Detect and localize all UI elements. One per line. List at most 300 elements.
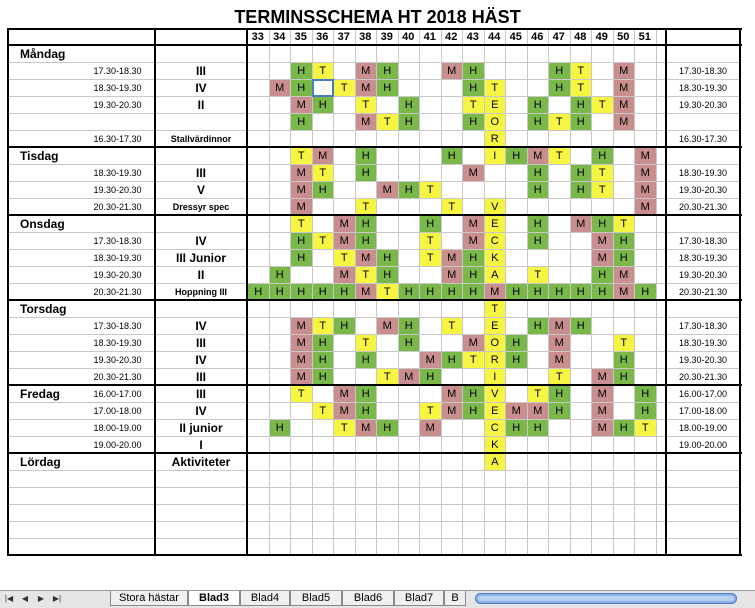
schedule-cell[interactable]: H [291, 63, 312, 79]
schedule-cell[interactable]: T [635, 420, 656, 436]
schedule-cell[interactable]: H [377, 63, 398, 79]
schedule-cell[interactable]: H [356, 386, 377, 402]
group-label: II junior [179, 421, 223, 435]
schedule-cell[interactable]: T [313, 233, 334, 249]
schedule-cell[interactable]: T [420, 233, 441, 249]
group-label: IV [195, 353, 207, 367]
schedule-cell[interactable]: M [463, 216, 484, 232]
schedule-cell[interactable]: H [420, 216, 441, 232]
week-header: 43 [466, 31, 479, 43]
schedule-cell[interactable]: H [420, 284, 441, 300]
week-header: 46 [531, 31, 544, 43]
time-label: 19.30-20.30 [93, 185, 142, 195]
schedule-cell[interactable]: H [270, 420, 291, 436]
group-label: II [197, 98, 205, 112]
schedule-cell[interactable]: M [270, 80, 291, 96]
schedule-cell[interactable]: M [291, 199, 312, 215]
schedule-cell[interactable]: H [571, 182, 592, 198]
schedule-cell[interactable]: H [592, 216, 613, 232]
schedule-cell[interactable]: H [528, 114, 549, 130]
schedule-cell[interactable]: H [463, 284, 484, 300]
schedule-cell[interactable]: H [463, 386, 484, 402]
schedule-cell[interactable]: R [485, 131, 506, 147]
time-label-right: 16.00-17.00 [678, 389, 728, 399]
schedule-cell[interactable]: T [528, 386, 549, 402]
schedule-cell[interactable]: T [313, 318, 334, 334]
schedule-cell[interactable]: K [485, 250, 506, 266]
week-header: 50 [617, 31, 630, 43]
schedule-cell[interactable]: T [442, 318, 463, 334]
schedule-cell[interactable]: M [614, 63, 635, 79]
col-gridline [269, 28, 270, 555]
schedule-cell[interactable]: M [291, 369, 312, 385]
schedule-cell[interactable]: H [506, 148, 527, 164]
col-gridline [656, 28, 657, 555]
schedule-cell[interactable]: H [614, 420, 635, 436]
week-header: 49 [595, 31, 608, 43]
schedule-cell[interactable]: T [313, 165, 334, 181]
schedule-cell[interactable]: M [356, 420, 377, 436]
week-header: 41 [423, 31, 436, 43]
schedule-cell[interactable]: M [291, 97, 312, 113]
week-header: 47 [552, 31, 565, 43]
day-label: Torsdag [20, 302, 67, 316]
schedule-cell[interactable]: I [485, 369, 506, 385]
group-label: II [197, 268, 205, 282]
schedule-cell[interactable]: M [614, 114, 635, 130]
schedule-cell[interactable]: M [592, 386, 613, 402]
schedule-cell[interactable]: M [442, 63, 463, 79]
schedule-cell[interactable]: M [356, 63, 377, 79]
schedule-cell[interactable]: M [463, 335, 484, 351]
schedule-cell[interactable]: M [334, 216, 355, 232]
row-gridline [8, 521, 740, 522]
schedule-cell[interactable]: M [356, 114, 377, 130]
sheet-tab-blad3[interactable]: Blad3 [188, 591, 240, 606]
schedule-cell[interactable]: T [442, 199, 463, 215]
schedule-cell[interactable]: H [549, 403, 570, 419]
schedule-cell[interactable]: H [463, 63, 484, 79]
schedule-cell[interactable]: H [635, 386, 656, 402]
schedule-cell[interactable]: T [420, 250, 441, 266]
schedule-cell[interactable]: T [485, 80, 506, 96]
next-sheet-icon[interactable]: ▶ [37, 594, 45, 603]
time-label: 18.30-19.30 [93, 168, 142, 178]
schedule-cell[interactable]: T [313, 63, 334, 79]
sheet-tab-stora-hastar[interactable]: Stora hästar [110, 591, 188, 606]
schedule-cell[interactable]: T [356, 97, 377, 113]
schedule-cell[interactable]: T [592, 165, 613, 181]
col-gridline [570, 28, 571, 555]
schedule-cell[interactable]: H [463, 250, 484, 266]
col-gridline [548, 28, 549, 555]
week-header: 45 [509, 31, 522, 43]
schedule-cell[interactable]: H [571, 165, 592, 181]
schedule-cell[interactable]: H [313, 182, 334, 198]
schedule-cell[interactable]: C [485, 420, 506, 436]
schedule-cell[interactable]: H [356, 403, 377, 419]
schedule-cell[interactable]: H [356, 352, 377, 368]
time-label: 19.30-20.30 [93, 100, 142, 110]
schedule-cell[interactable]: M [592, 369, 613, 385]
schedule-cell[interactable]: A [485, 454, 506, 470]
group-label: III [195, 370, 206, 384]
group-label: IV [195, 81, 207, 95]
schedule-cell[interactable]: M [377, 182, 398, 198]
time-label-right: 16.30-17.30 [678, 134, 728, 144]
schedule-cell[interactable]: T [334, 250, 355, 266]
time-label-right: 19.30-20.30 [678, 100, 728, 110]
schedule-cell[interactable]: M [442, 250, 463, 266]
scrollbar-thumb[interactable] [478, 596, 734, 601]
schedule-cell[interactable]: A [485, 267, 506, 283]
schedule-cell[interactable]: T [614, 335, 635, 351]
time-label: 17.30-18.30 [93, 66, 142, 76]
schedule-cell[interactable]: M [635, 148, 656, 164]
schedule-cell[interactable]: M [635, 199, 656, 215]
schedule-cell[interactable]: M [528, 148, 549, 164]
col-gridline [290, 28, 291, 555]
schedule-cell[interactable]: I [485, 148, 506, 164]
schedule-cell[interactable]: M [420, 420, 441, 436]
time-label: 18.30-19.30 [93, 83, 142, 93]
schedule-cell[interactable]: H [592, 284, 613, 300]
schedule-cell[interactable]: M [463, 165, 484, 181]
group-label: V [196, 183, 205, 197]
schedule-cell[interactable]: H [614, 233, 635, 249]
group-label: Stallvärdinnor [170, 134, 232, 144]
col-gridline [441, 28, 442, 555]
schedule-cell[interactable]: H [313, 284, 334, 300]
schedule-cell[interactable]: T [356, 199, 377, 215]
schedule-cell[interactable]: M [506, 403, 527, 419]
time-label: 19.30-20.30 [93, 270, 142, 280]
col-gridline [419, 28, 420, 555]
time-label-right: 18.30-19.30 [678, 338, 728, 348]
row-gridline [8, 504, 740, 505]
schedule-cell[interactable]: H [635, 284, 656, 300]
schedule-cell[interactable]: M [442, 403, 463, 419]
schedule-cell[interactable]: M [291, 182, 312, 198]
schedule-cell[interactable]: H [614, 250, 635, 266]
schedule-cell[interactable]: M [549, 352, 570, 368]
schedule-cell[interactable]: H [399, 97, 420, 113]
time-label-right: 20.30-21.30 [678, 372, 728, 382]
schedule-cell[interactable]: M [463, 233, 484, 249]
schedule-cell[interactable]: H [291, 284, 312, 300]
col-gridline [634, 28, 635, 555]
schedule-cell[interactable]: E [485, 403, 506, 419]
time-label: 16.30-17.30 [93, 134, 142, 144]
col-gridline [462, 28, 463, 555]
week-header: 33 [251, 31, 264, 43]
schedule-cell[interactable]: H [571, 318, 592, 334]
schedule-cell[interactable]: H [313, 335, 334, 351]
schedule-cell[interactable]: M [399, 369, 420, 385]
col-gridline [398, 28, 399, 555]
schedule-cell[interactable]: H [313, 352, 334, 368]
schedule-cell[interactable]: H [377, 420, 398, 436]
schedule-cell[interactable]: M [614, 80, 635, 96]
sheet-title: TERMINSSCHEMA HT 2018 HÄST [234, 7, 521, 27]
schedule-cell[interactable]: H [291, 250, 312, 266]
schedule-cell[interactable]: R [485, 352, 506, 368]
col-gridline [591, 28, 592, 555]
group-label: III Junior [175, 251, 226, 265]
schedule-cell[interactable]: T [463, 352, 484, 368]
schedule-cell[interactable]: H [571, 97, 592, 113]
schedule-cell[interactable]: M [291, 318, 312, 334]
time-label-right: 19.00-20.00 [678, 440, 728, 450]
col-gridline [505, 28, 506, 555]
schedule-cell[interactable]: H [463, 267, 484, 283]
schedule-cell[interactable]: H [291, 80, 312, 96]
schedule-cell[interactable]: M [614, 97, 635, 113]
schedule-cell[interactable]: H [356, 165, 377, 181]
schedule-cell[interactable]: M [291, 335, 312, 351]
schedule-cell[interactable]: H [356, 216, 377, 232]
day-label: Tisdag [20, 149, 59, 163]
schedule-cell[interactable]: H [463, 403, 484, 419]
schedule-cell[interactable]: H [334, 318, 355, 334]
schedule-cell[interactable]: T [291, 148, 312, 164]
schedule-cell[interactable]: T [291, 216, 312, 232]
schedule-cell[interactable]: H [356, 233, 377, 249]
schedule-cell[interactable]: M [291, 352, 312, 368]
week-header: 40 [402, 31, 415, 43]
schedule-cell[interactable]: T [485, 301, 506, 317]
schedule-cell[interactable]: M [592, 233, 613, 249]
schedule-cell[interactable]: H [528, 182, 549, 198]
schedule-cell[interactable]: M [377, 318, 398, 334]
schedule-cell[interactable]: K [485, 437, 506, 453]
schedule-cell[interactable]: T [291, 386, 312, 402]
schedule-cell[interactable]: C [485, 233, 506, 249]
schedule-cell[interactable]: M [635, 182, 656, 198]
schedule-cell[interactable]: H [377, 250, 398, 266]
schedule-cell[interactable]: M [614, 267, 635, 283]
schedule-cell[interactable]: H [528, 165, 549, 181]
schedule-cell[interactable]: M [592, 403, 613, 419]
schedule-cell[interactable]: H [420, 369, 441, 385]
schedule-cell[interactable]: H [635, 403, 656, 419]
schedule-cell[interactable]: H [592, 267, 613, 283]
row-gridline [8, 470, 740, 471]
time-label: 16.00-17.00 [93, 389, 142, 399]
week-header: 51 [638, 31, 651, 43]
schedule-cell[interactable]: T [356, 335, 377, 351]
schedule-cell[interactable]: T [571, 80, 592, 96]
schedule-cell[interactable]: V [485, 386, 506, 402]
schedule-cell[interactable]: T [463, 97, 484, 113]
schedule-cell[interactable]: M [356, 250, 377, 266]
schedule-cell[interactable]: M [592, 250, 613, 266]
schedule-cell[interactable]: M [485, 284, 506, 300]
schedule-cell[interactable]: E [485, 216, 506, 232]
schedule-cell[interactable]: T [420, 403, 441, 419]
schedule-cell[interactable]: H [592, 148, 613, 164]
schedule-cell[interactable]: H [528, 318, 549, 334]
time-label: 17.30-18.30 [93, 236, 142, 246]
schedule-cell[interactable]: M [356, 284, 377, 300]
schedule-cell[interactable]: H [399, 284, 420, 300]
schedule-cell[interactable]: T [549, 369, 570, 385]
schedule-cell[interactable]: T [334, 420, 355, 436]
schedule-cell[interactable]: M [571, 216, 592, 232]
schedule-cell[interactable]: H [528, 233, 549, 249]
schedule-cell[interactable]: T [377, 114, 398, 130]
schedule-cell[interactable]: M [291, 165, 312, 181]
column-border [7, 28, 9, 556]
week-header: 42 [445, 31, 458, 43]
schedule-cell[interactable]: M [592, 420, 613, 436]
time-label: 17.30-18.30 [93, 321, 142, 331]
group-label: IV [195, 404, 207, 418]
schedule-cell[interactable]: H [506, 420, 527, 436]
schedule-cell[interactable]: T [614, 216, 635, 232]
schedule-cell[interactable]: H [506, 284, 527, 300]
schedule-cell[interactable]: H [571, 284, 592, 300]
schedule-cell[interactable]: M [313, 148, 334, 164]
schedule-cell[interactable]: M [549, 318, 570, 334]
schedule-cell[interactable]: O [485, 114, 506, 130]
schedule-cell[interactable]: H [313, 369, 334, 385]
group-label: IV [195, 234, 207, 248]
schedule-cell[interactable]: T [356, 267, 377, 283]
schedule-cell[interactable]: H [463, 80, 484, 96]
time-label-right: 19.30-20.30 [678, 355, 728, 365]
schedule-cell[interactable]: H [528, 216, 549, 232]
sheet-tab-blad6[interactable]: Blad6 [342, 591, 394, 606]
schedule-cell[interactable]: H [528, 97, 549, 113]
schedule-cell[interactable]: H [549, 386, 570, 402]
schedule-cell[interactable]: H [442, 352, 463, 368]
schedule-cell[interactable]: H [614, 352, 635, 368]
schedule-cell[interactable]: M [614, 284, 635, 300]
selected-cell-outline[interactable] [312, 79, 335, 97]
group-label: Dressyr spec [172, 202, 230, 212]
schedule-cell[interactable]: T [377, 284, 398, 300]
time-label: 18.00-19.00 [93, 423, 142, 433]
day-label: Måndag [20, 47, 66, 61]
schedule-cell[interactable]: H [549, 63, 570, 79]
schedule-cell[interactable]: H [377, 267, 398, 283]
schedule-cell[interactable]: H [399, 335, 420, 351]
col-gridline [484, 28, 485, 555]
day-label: Onsdag [20, 217, 65, 231]
schedule-cell[interactable]: T [592, 97, 613, 113]
schedule-cell[interactable]: H [442, 148, 463, 164]
time-label-right: 18.30-19.30 [678, 83, 728, 93]
schedule-cell[interactable]: H [399, 182, 420, 198]
schedule-cell[interactable]: E [485, 97, 506, 113]
time-label-right: 19.30-20.30 [678, 185, 728, 195]
schedule-cell[interactable]: H [528, 284, 549, 300]
schedule-cell[interactable]: H [549, 80, 570, 96]
col-gridline [613, 28, 614, 555]
schedule-cell[interactable]: H [291, 114, 312, 130]
sheet-tab-blad7[interactable]: Blad7 [394, 591, 444, 606]
row-gridline [8, 487, 740, 488]
schedule-cell[interactable]: H [313, 97, 334, 113]
last-sheet-icon[interactable]: ▶| [52, 594, 62, 603]
schedule-cell[interactable]: H [356, 148, 377, 164]
schedule-cell[interactable]: H [506, 352, 527, 368]
schedule-cell[interactable]: M [420, 352, 441, 368]
time-label-right: 19.30-20.30 [678, 270, 728, 280]
time-label-right: 20.30-21.30 [678, 287, 728, 297]
week-header: 48 [574, 31, 587, 43]
schedule-cell[interactable]: H [399, 318, 420, 334]
schedule-cell[interactable]: M [549, 335, 570, 351]
schedule-cell[interactable]: O [485, 335, 506, 351]
schedule-cell[interactable]: T [313, 403, 334, 419]
schedule-cell[interactable]: T [571, 63, 592, 79]
table-bottom-border [8, 554, 742, 556]
schedule-cell[interactable]: H [270, 267, 291, 283]
time-label-right: 18.30-19.30 [678, 168, 728, 178]
col-gridline [376, 28, 377, 555]
schedule-cell[interactable]: T [528, 267, 549, 283]
schedule-cell[interactable]: H [248, 284, 269, 300]
first-sheet-icon[interactable]: |◀ [4, 594, 14, 603]
schedule-cell[interactable]: M [334, 403, 355, 419]
schedule-cell[interactable]: M [334, 267, 355, 283]
week-header: 36 [316, 31, 329, 43]
schedule-cell[interactable]: M [442, 386, 463, 402]
schedule-cell[interactable]: H [334, 284, 355, 300]
schedule-cell[interactable]: T [377, 369, 398, 385]
schedule-cell[interactable]: V [485, 199, 506, 215]
schedule-cell[interactable]: H [399, 114, 420, 130]
week-header: 35 [294, 31, 307, 43]
schedule-cell[interactable]: E [485, 318, 506, 334]
schedule-cell[interactable]: H [506, 335, 527, 351]
schedule-cell[interactable]: H [528, 420, 549, 436]
schedule-cell[interactable]: T [549, 114, 570, 130]
sheet-tab-blad4[interactable]: Blad4 [240, 591, 290, 606]
schedule-cell[interactable]: T [549, 148, 570, 164]
schedule-cell[interactable]: T [334, 80, 355, 96]
schedule-cell[interactable]: M [356, 80, 377, 96]
sheet-tab-b[interactable]: B [444, 591, 466, 606]
schedule-cell[interactable]: M [528, 403, 549, 419]
group-label: Aktiviteter [171, 455, 231, 469]
schedule-cell[interactable]: M [334, 233, 355, 249]
schedule-cell[interactable]: H [549, 284, 570, 300]
schedule-cell[interactable]: H [463, 114, 484, 130]
schedule-cell[interactable]: H [614, 369, 635, 385]
schedule-cell[interactable]: H [571, 114, 592, 130]
group-label: IV [195, 319, 207, 333]
schedule-cell[interactable]: T [420, 182, 441, 198]
time-label: 19.00-20.00 [93, 440, 142, 450]
prev-sheet-icon[interactable]: ◀ [21, 594, 29, 603]
schedule-cell[interactable]: H [442, 284, 463, 300]
sheet-tab-blad5[interactable]: Blad5 [290, 591, 342, 606]
sheet-tab-bar [0, 590, 755, 608]
schedule-cell[interactable]: H [270, 284, 291, 300]
week-header: 38 [359, 31, 372, 43]
time-label-right: 17.00-18.00 [678, 406, 728, 416]
schedule-cell[interactable]: H [377, 80, 398, 96]
schedule-cell[interactable]: M [442, 267, 463, 283]
schedule-cell[interactable]: M [334, 386, 355, 402]
schedule-cell[interactable]: M [635, 165, 656, 181]
schedule-cell[interactable]: T [592, 182, 613, 198]
schedule-cell[interactable]: H [291, 233, 312, 249]
horizontal-scrollbar[interactable] [475, 593, 737, 604]
